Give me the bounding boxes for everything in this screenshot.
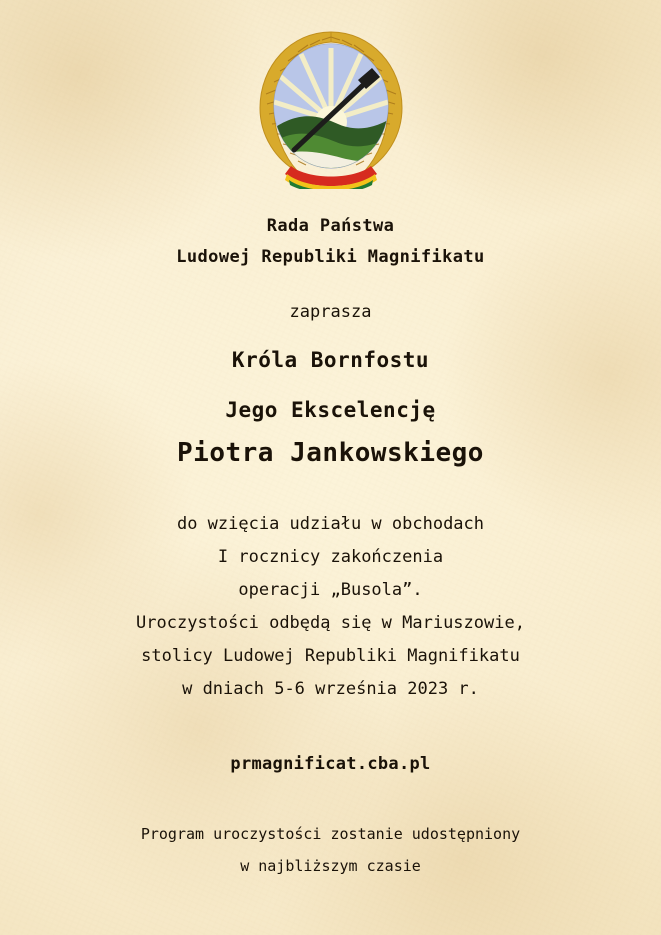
- body-line-2: I rocznicy zakończenia: [217, 547, 444, 567]
- state-emblem: [246, 24, 416, 189]
- footer-line-2: w najbliższym czasie: [240, 857, 421, 875]
- body-line-1: do wzięcia udziału w obchodach: [176, 514, 485, 534]
- body-line-5: stolicy Ludowej Republiki Magnifikatu: [141, 646, 520, 666]
- invitation-title-line-1: Króla Bornfostu: [231, 348, 430, 372]
- footer-note: [0, 818, 661, 882]
- body-line-3: operacji „Busola”.: [238, 580, 423, 600]
- body-line-6: w dniach 5-6 września 2023 r.: [182, 679, 479, 699]
- invitation-body: [0, 508, 661, 706]
- organization-line-1: Rada Państwa: [266, 216, 395, 236]
- invitation-verb: zaprasza: [289, 302, 372, 322]
- organization-line-2: Ludowej Republiki Magnifikatu: [176, 247, 485, 267]
- footer-line-1: Program uroczystości zostanie udostępniony: [140, 825, 521, 843]
- body-line-4: Uroczystości odbędą się w Mariuszowie,: [136, 613, 525, 633]
- state-emblem-icon: [246, 24, 416, 189]
- invitation-content: [0, 189, 661, 882]
- website-link[interactable]: prmagnificat.cba.pl: [230, 754, 431, 774]
- invitation-title-line-2: Jego Ekscelencję: [225, 398, 436, 422]
- guest-name: Piotra Jankowskiego: [177, 438, 484, 468]
- organization-block: [0, 211, 661, 273]
